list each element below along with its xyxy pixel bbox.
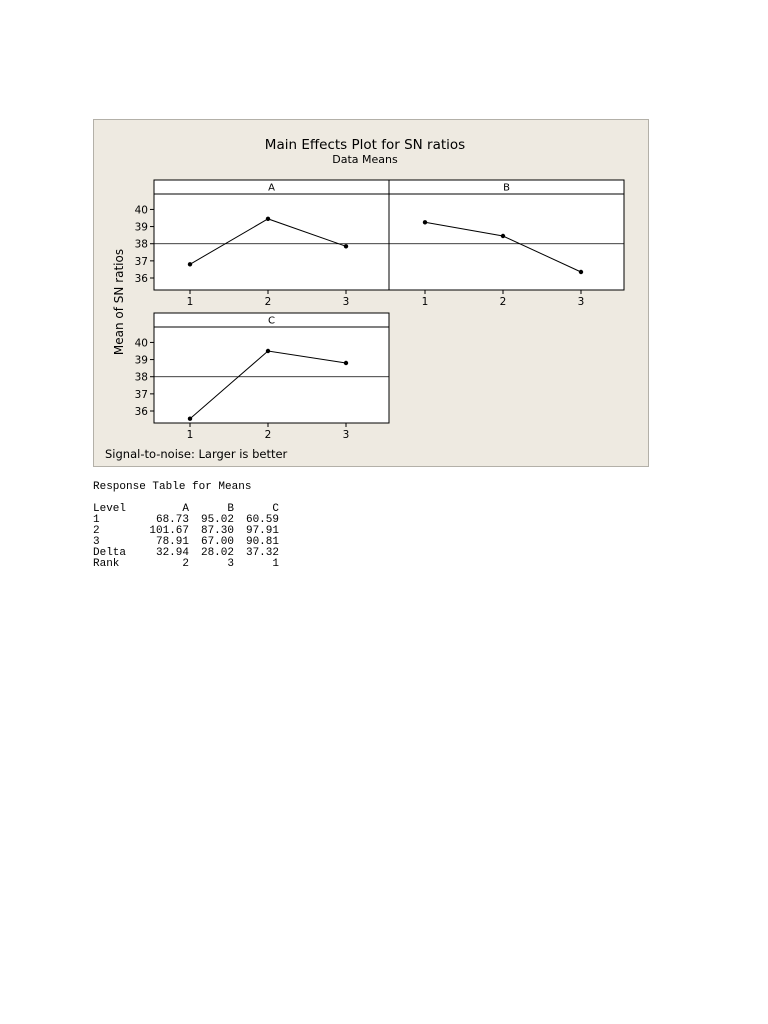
panel-strip-label: A	[268, 182, 275, 194]
plot-area	[389, 194, 624, 290]
chart-subtitle: Data Means	[332, 153, 398, 166]
x-tick-label: 3	[342, 429, 350, 441]
cell-c: 37.32	[245, 547, 279, 559]
response-table-title: Response Table for Means	[93, 481, 252, 493]
y-tick-label: 40	[134, 337, 148, 350]
y-tick-label: 36	[134, 273, 148, 285]
panels	[135, 180, 624, 441]
header-b: B	[227, 503, 234, 515]
footnote: Signal-to-noise: Larger is better	[105, 447, 288, 461]
x-tick-label: 1	[186, 296, 194, 308]
row-label: 3	[93, 536, 100, 548]
cell-a: 32.94	[155, 547, 189, 559]
row-label: Delta	[93, 547, 127, 559]
data-point	[344, 361, 348, 365]
cell-c: 1	[272, 558, 279, 570]
panel-strip-label: C	[268, 315, 275, 327]
data-point	[579, 270, 583, 274]
data-point	[188, 262, 192, 266]
x-tick-label: 1	[421, 296, 429, 308]
data-point	[266, 217, 270, 221]
chart-svg	[94, 120, 650, 468]
response-table-grid	[93, 504, 279, 570]
data-point	[423, 220, 427, 224]
x-tick-label: 1	[186, 429, 194, 441]
cell-c: 97.91	[245, 525, 279, 537]
plot-area	[154, 327, 389, 423]
row-label: 1	[93, 514, 100, 526]
cell-b: 67.00	[200, 536, 234, 548]
panel-c	[135, 313, 389, 441]
cell-b: 28.02	[200, 547, 234, 559]
cell-c: 90.81	[245, 536, 279, 548]
y-tick-label: 39	[134, 354, 148, 367]
chart-title: Main Effects Plot for SN ratios	[264, 137, 466, 153]
x-tick-label: 2	[264, 429, 272, 441]
y-tick-label: 37	[134, 388, 148, 401]
cell-a: 2	[182, 558, 189, 570]
cell-a: 101.67	[149, 525, 189, 537]
cell-b: 95.02	[200, 514, 234, 526]
row-label: Rank	[93, 558, 120, 570]
cell-b: 3	[227, 558, 234, 570]
y-tick-label: 37	[134, 255, 148, 268]
panel-b	[389, 180, 624, 308]
data-point	[344, 244, 348, 248]
cell-b: 87.30	[200, 525, 234, 537]
y-tick-label: 40	[134, 204, 148, 217]
y-tick-label: 39	[134, 221, 148, 234]
y-tick-label: 36	[134, 406, 148, 418]
response-table	[93, 482, 279, 570]
data-point	[501, 234, 505, 238]
table-row	[93, 559, 279, 570]
x-tick-label: 3	[577, 296, 585, 308]
header-a: A	[182, 503, 189, 515]
y-tick-label: 38	[134, 238, 148, 251]
row-label: 2	[93, 525, 100, 537]
y-tick-label: 38	[134, 371, 148, 384]
y-axis-label: Mean of SN ratios	[112, 248, 126, 356]
x-tick-label: 2	[499, 296, 507, 308]
header-level: Level	[93, 503, 127, 515]
main-effects-plot	[93, 119, 649, 467]
panel-strip-label: B	[503, 182, 510, 194]
x-tick-label: 2	[264, 296, 272, 308]
cell-a: 68.73	[155, 514, 189, 526]
data-point	[266, 349, 270, 353]
cell-c: 60.59	[245, 514, 279, 526]
x-tick-label: 3	[342, 296, 350, 308]
header-c: C	[272, 503, 279, 515]
cell-a: 78.91	[155, 536, 189, 548]
data-point	[188, 417, 192, 421]
plot-area	[154, 194, 389, 290]
panel-a	[135, 180, 389, 308]
